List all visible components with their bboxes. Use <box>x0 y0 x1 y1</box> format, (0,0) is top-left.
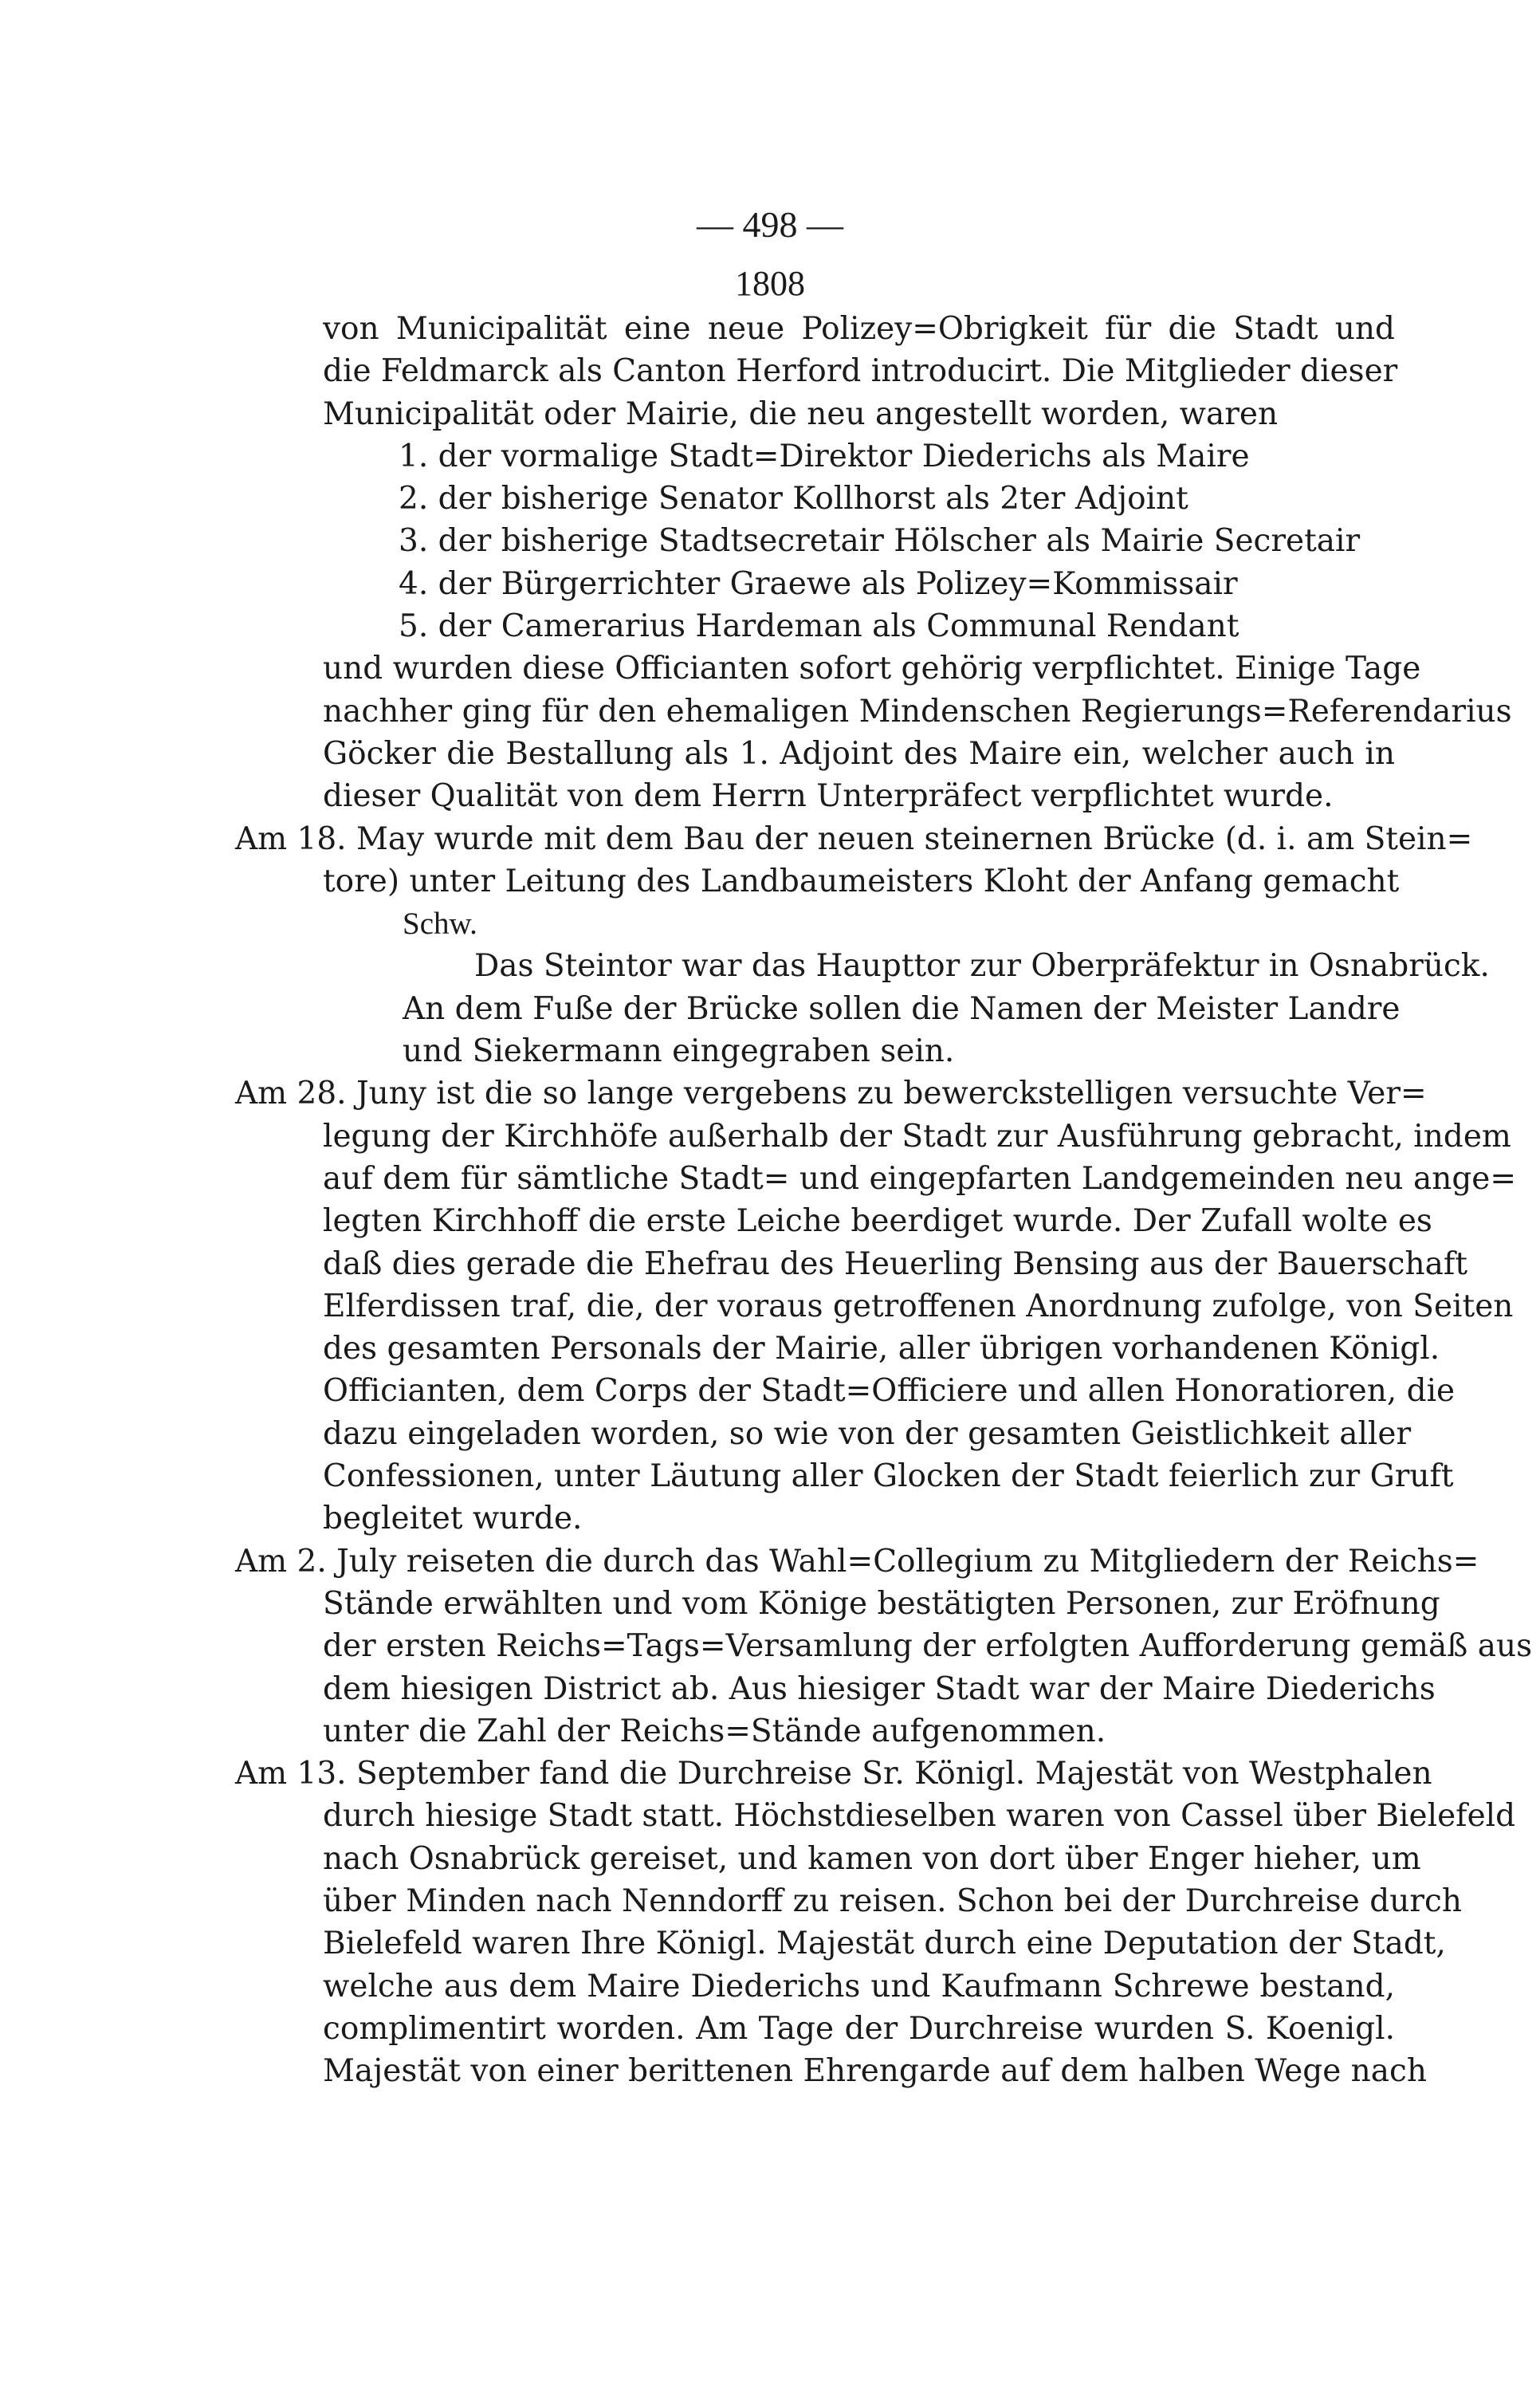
text-line: und wurden diese Officianten sofort gehörig verpflichtet. Einige Tage <box>323 651 1421 687</box>
page-number: — 498 — <box>697 204 843 245</box>
quote-line: und Siekermann eingegraben sein. <box>403 1033 955 1070</box>
text-line: dieser Qualität von dem Herrn Unterpräfect verpflichtet wurde. <box>323 778 1334 815</box>
text-line: unter die Zahl der Reichs=Stände aufgenommen. <box>323 1713 1106 1749</box>
annotation-schw: Schw. <box>403 907 477 942</box>
text-line: durch hiesige Stadt statt. Höchstdieselben waren von Cassel über Bielefeld <box>323 1798 1516 1835</box>
quote-line: Das Steintor war das Haupttor zur Oberpräfektur in Osnabrück. <box>474 948 1490 985</box>
text-line: auf dem für sämtliche Stadt= und eingepfarten Landgemeinden neu ange= <box>323 1160 1517 1197</box>
text-line: Elferdissen traf, die, der voraus getroffenen Anordnung zufolge, von Seiten <box>323 1288 1514 1324</box>
text-line: über Minden nach Nenndorff zu reisen. Schon bei der Durchreise durch <box>323 1883 1462 1919</box>
entry-line: Am 28. Juny ist die so lange vergebens zu bewerckstelligen versuchte Ver= <box>235 1076 1427 1112</box>
quote-line: An dem Fuße der Brücke sollen die Namen der Meister Landre <box>403 990 1401 1027</box>
list-item: 5. der Camerarius Hardeman als Communal Rendant <box>399 608 1239 645</box>
text-line: legung der Kirchhöfe außerhalb der Stadt zur Ausführung gebracht, indem <box>323 1118 1511 1155</box>
list-item: 1. der vormalige Stadt=Direktor Diederichs als Maire <box>399 438 1250 474</box>
text-line: dazu eingeladen worden, so wie von der gesamten Geistlichkeit aller <box>323 1415 1412 1452</box>
text-line: Confessionen, unter Läutung aller Glocken der Stadt feierlich zur Gruft <box>323 1458 1454 1495</box>
text-line: begleitet wurde. <box>323 1501 583 1537</box>
list-item: 3. der bisherige Stadtsecretair Hölscher als Mairie Secretair <box>399 523 1361 560</box>
document-body <box>235 308 1533 2092</box>
text-line: Municipalität oder Mairie, die neu angestellt worden, waren <box>323 395 1279 432</box>
list-item: 4. der Bürgerrichter Graewe als Polizey=Kommissair <box>399 565 1238 602</box>
text-line: der ersten Reichs=Tags=Versamlung der erfolgten Aufforderung gemäß aus <box>323 1628 1533 1665</box>
entry-line: Am 13. September fand die Durchreise Sr. Königl. Majestät von Westphalen <box>235 1756 1432 1792</box>
text-line: welche aus dem Maire Diederichs und Kaufmann Schrewe bestand, <box>323 1968 1395 2004</box>
text-line: von Municipalität eine neue Polizey=Obrigkeit für die Stadt und <box>323 311 1395 347</box>
entry-line: Am 18. May wurde mit dem Bau der neuen steinernen Brücke (d. i. am Stein= <box>235 820 1473 857</box>
text-line: nach Osnabrück gereiset, und kamen von dort über Enger hieher, um <box>323 1840 1421 1877</box>
text-line: Bielefeld waren Ihre Königl. Majestät durch eine Deputation der Stadt, <box>323 1926 1446 1962</box>
text-line: nachher ging für den ehemaligen Mindenschen Regierungs=Referendarius <box>323 693 1512 730</box>
text-line: die Feldmarck als Canton Herford introducirt. Die Mitglieder dieser <box>323 353 1398 390</box>
list-item: 2. der bisherige Senator Kollhorst als 2ter Adjoint <box>399 481 1188 517</box>
text-line: des gesamten Personals der Mairie, aller übrigen vorhandenen Königl. <box>323 1331 1440 1367</box>
text-line: tore) unter Leitung des Landbaumeisters Kloht der Anfang gemacht <box>323 863 1400 899</box>
text-line: daß dies gerade die Ehefrau des Heuerling Bensing aus der Bauerschaft <box>323 1245 1467 1282</box>
text-line: complimentirt worden. Am Tage der Durchreise wurden S. Koenigl. <box>323 2010 1395 2047</box>
text-line: legten Kirchhoff die erste Leiche beerdiget wurde. Der Zufall wolte es <box>323 1203 1432 1240</box>
text-line: Stände erwählten und vom Könige bestätigten Personen, zur Eröfnung <box>323 1585 1440 1622</box>
text-line: Majestät von einer berittenen Ehrengarde auf dem halben Wege nach <box>323 2053 1427 2090</box>
text-line: Göcker die Bestallung als 1. Adjoint des Maire ein, welcher auch in <box>323 735 1395 772</box>
text-line: dem hiesigen District ab. Aus hiesiger Stadt war der Maire Diederichs <box>323 1670 1436 1707</box>
year-heading: 1808 <box>735 264 805 303</box>
text-line: Officianten, dem Corps der Stadt=Officiere und allen Honoratioren, die <box>323 1373 1456 1410</box>
entry-line: Am 2. July reiseten die durch das Wahl=Collegium zu Mitgliedern der Reichs= <box>235 1543 1479 1580</box>
